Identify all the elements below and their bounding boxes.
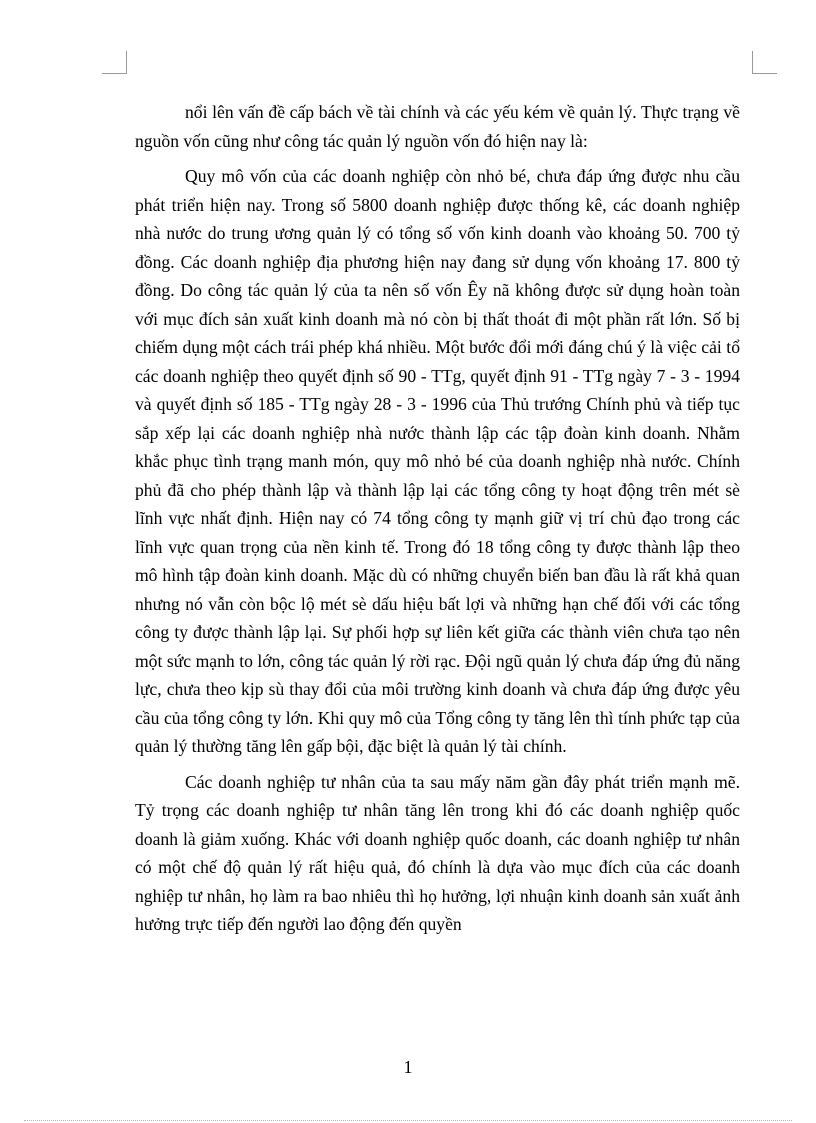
paragraph-3: Các doanh nghiệp tư nhân của ta sau mấy năm gần đây phát triển mạnh mẽ. Tỷ trọng các doanh nghiệp tư nhân tăng lên trong khi đó các doanh nghiệp quốc doanh là giảm xuống. Khác với doanh nghiệp quốc doanh, các doanh nghiệp tư nhân có một chế độ quản lý rất hiệu quả, đó chính là dựa vào mục đích của các doanh nghiệp tư nhân, họ làm ra bao nhiêu thì họ hưởng, lợi nhuận kinh doanh sản xuất ảnh hưởng trực tiếp đến người lao động đến quyền xyxy=(135,771,740,934)
crop-mark-top-left xyxy=(102,51,127,74)
paragraph-2: Quy mô vốn của các doanh nghiệp còn nhỏ bé, chưa đáp ứng được nhu cầu phát triển hiện nay. Trong số 5800 doanh nghiệp được thống kê, các doanh nghiệp nhà nước do trung ương quản lý có tổng số vốn kinh doanh vào khoảng 50. 700 tỷ đồng. Các doanh nghiệp địa phương hiện nay đang sử dụng vốn khoảng 17. 800 tỷ đồng. Do công tác quản lý của ta nên số vốn Êy nã không được sử dụng hoàn toàn với mục đích sản xuất kinh doanh mà nó còn bị thất thoát đi một phần rất lớn. Số bị chiếm dụng một cách trái phép khá nhiều. Một bước đổi mới đáng chú ý là việc cải tổ các doanh nghiệp theo quyết định số 90 - TTg, quyết định 91 - TTg ngày 7 - 3 - 1994 và quyết định số 185 - TTg ngày 28 - 3 - 1996 của Thủ trướng Chính phủ và tiếp tục sắp xếp lại các doanh nghiệp nhà nước thành lập các tập đoàn kinh doanh. Nhằm khắc phục tình trạng manh món, quy mô nhỏ bé của doanh nghiệp nhà nước. Chính phủ đã cho phép thành lập và thành lập lại các tổng công ty hoạt động trên mét sè lĩnh vực nhất định. Hiện nay có 74 tổng công ty mạnh giữ vị trí chủ đạo trong các lĩnh vực quan trọng của nền kinh tế. Trong đó 18 tổng công ty được thành lập theo mô hình tập đoàn kinh doanh. Mặc dù có những chuyển biến ban đầu là rất khả quan nhưng nó vẫn còn bộc lộ mét sè dấu hiệu bất lợi và những hạn chế đối với các tổng công ty được thành lập lại. Sự phối hợp sự liên kết giữa các thành viên chưa tạo nên một sức mạnh to lớn, công tác quản lý rời rạc. Đội ngũ quản lý chưa đáp ứng đủ năng lực, chưa theo kịp sù thay đổi của môi trường kinh doanh và chưa đáp ứng được yêu cầu của tổng công ty lớn. Khi quy mô của Tổng công ty tăng lên thì tính phức tạp của quản lý thường tăng lên gấp bội, đặc biệt là quản lý tài chính. xyxy=(135,166,740,756)
page-number: 1 xyxy=(403,1057,413,1077)
crop-mark-top-right xyxy=(752,51,777,74)
footer-divider xyxy=(24,1120,792,1121)
body-text xyxy=(135,98,740,946)
paragraph-1: nổi lên vấn đề cấp bách về tài chính và các yếu kém về quản lý. Thực trạng về nguồn vốn cũng như công tác quản lý nguồn vốn đó hiện nay là: xyxy=(135,102,740,151)
